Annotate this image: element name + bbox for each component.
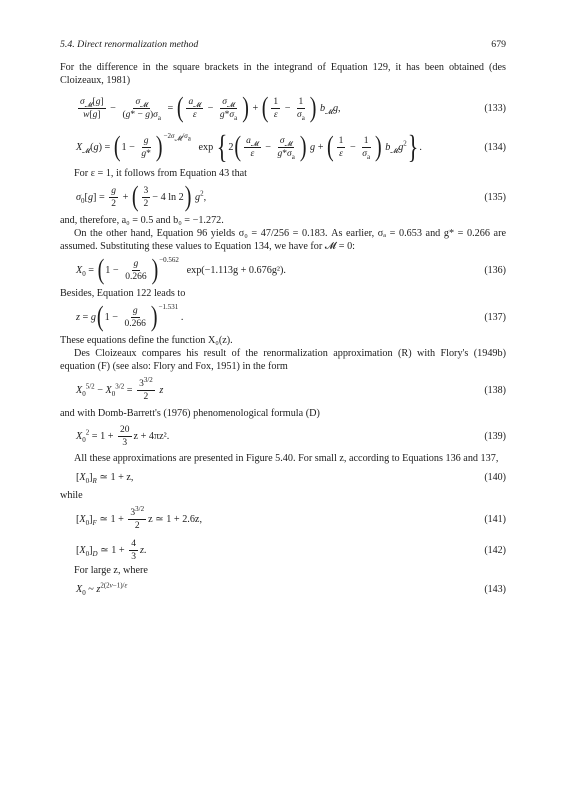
paragraph: and, therefore, a₀ = 0.5 and b₀ = −1.272.: [60, 215, 224, 226]
equation-number: (137): [484, 311, 506, 323]
equation-137: [60, 300, 506, 334]
equation-number: (142): [484, 544, 506, 556]
equation-140: [60, 465, 506, 489]
paragraph: For ε = 1, it follows from Equation 43 that: [74, 168, 248, 179]
paragraph: while: [60, 490, 83, 501]
equation-143: [60, 577, 506, 601]
equation-term: z ≃ 1 + 2.6z,: [148, 513, 202, 525]
equation-142: [60, 536, 506, 564]
equation-number: (139): [484, 430, 506, 442]
equation-number: (143): [484, 583, 506, 595]
equation-body: $[X_0]_F$ ≃ 1 + $\frac{3^{3/2}}{2}$ z ≃ 1 + 2.6z,: [76, 504, 202, 531]
equation-139: [60, 420, 506, 452]
paragraph: Des Cloizeaux compares his result of the renormalization approximation (R) with Flory's (1949b) equation (F) (see also: Flory and Fox, 1951) in the form: [60, 348, 506, 372]
paragraph: and with Domb-Barrett's (1976) phenomenological formula (D): [60, 408, 320, 419]
equation-number: (138): [484, 384, 506, 396]
equation-number: (133): [484, 102, 506, 114]
equation-number: (141): [484, 513, 506, 525]
equation-body: z = g ( 1 − $\frac{g}{0.266}$ ) $^{-1.531}$ .: [76, 301, 184, 333]
paragraph: For large z, where: [74, 565, 148, 576]
equation-term: exp(−1.113g + 0.676g²).: [186, 264, 286, 276]
equation-body: $\sigma_0[g]$ = $\frac{g}{2}$ + ( $\frac{3}{2}$ − 4 ln 2 ) $g^2$,: [76, 181, 207, 213]
equation-136: [60, 253, 506, 287]
page: [60, 38, 506, 601]
paragraph: On the other hand, Equation 96 yields σ₀ = 47/256 = 0.183. As earlier, σₐ = 0.653 and g* = 0.266 are assumed. Substituting these values to Equation 134, we have for 𝓜 = 0:: [60, 228, 506, 252]
equation-number: (135): [484, 191, 506, 203]
equation-138: [60, 373, 506, 407]
equation-body: $X_𝓜(g)$ = ( 1 − $\frac{g}{g*}$ ) $^{-2\sigma_𝓜 /\sigma_a}$ exp { 2 ( $\frac{a_𝓜}{\varepsilon}$ − $\frac{\sigma_𝓜}{g*\sigma_a}$ ) g + ( $\frac{1}{\varepsilon}$ − $\frac{1}{\sigma_a}$ ) $b_𝓜g^2$ } .: [76, 127, 422, 165]
running-header: [60, 38, 506, 58]
paragraph: For the difference in the square brackets in the integrand of Equation 129, it has been obtained (des Cloizeaux, 1981): [60, 62, 506, 86]
equation-body: $[X_0]_R$ ≃ 1 + z,: [76, 471, 134, 485]
equation-term: z + 4πz².: [133, 430, 170, 442]
fraction-denominator: 0.266: [124, 318, 146, 329]
equation-135: [60, 180, 506, 214]
equation-body: $[X_0]_D$ ≃ 1 + $\frac{4}{3}$ z.: [76, 538, 147, 562]
equation-term: − 4 ln 2: [152, 191, 184, 203]
equation-number: (134): [484, 141, 506, 153]
equation-body: $X_0^{5/2} - X_0^{3/2}$ = $\frac{3^{3/2}}{2}$ z: [76, 375, 164, 402]
equation-134: [60, 127, 506, 167]
equation-body: $X_0^2 = 1$ + $\frac{20}{3}$ z + 4πz².: [76, 424, 170, 448]
equation-body: $X_0$ ~ $z^{2(2\nu-1)/\varepsilon}$: [76, 581, 128, 597]
equation-term: 1 + z,: [110, 471, 134, 483]
equation-body: $X_0$ = ( 1 − $\frac{g}{0.266}$ ) $^{-0.562}$ exp(−1.113g + 0.676g²).: [76, 254, 286, 286]
equation-133: [60, 89, 506, 127]
section-title: 5.4. Direct renormalization method: [60, 39, 199, 50]
equation-141: [60, 502, 506, 536]
equation-body: $\frac{\sigma_𝓜[g]}{w[g]}$ − $\frac{\sigma_𝓜}{(g* - g)\sigma_a}$ = ( $\frac{a_𝓜}{\varepsilon}$ − $\frac{\sigma_𝓜}{g*\sigma_a}$ ) + ( $\frac{1}{\varepsilon}$ − $\frac{1}{\sigma_a}$ ) $b_𝓜g$,: [80, 92, 341, 124]
equation-number: (140): [484, 471, 506, 483]
paragraph: These equations define the function X₀(z).: [60, 335, 233, 346]
paragraph: All these approximations are presented in Figure 5.40. For small z, according to Equations 136 and 137,: [74, 453, 499, 464]
paragraph: Besides, Equation 122 leads to: [60, 288, 186, 299]
fraction-denominator: 0.266: [125, 271, 147, 282]
page-number: 679: [491, 39, 506, 50]
equation-number: (136): [484, 264, 506, 276]
